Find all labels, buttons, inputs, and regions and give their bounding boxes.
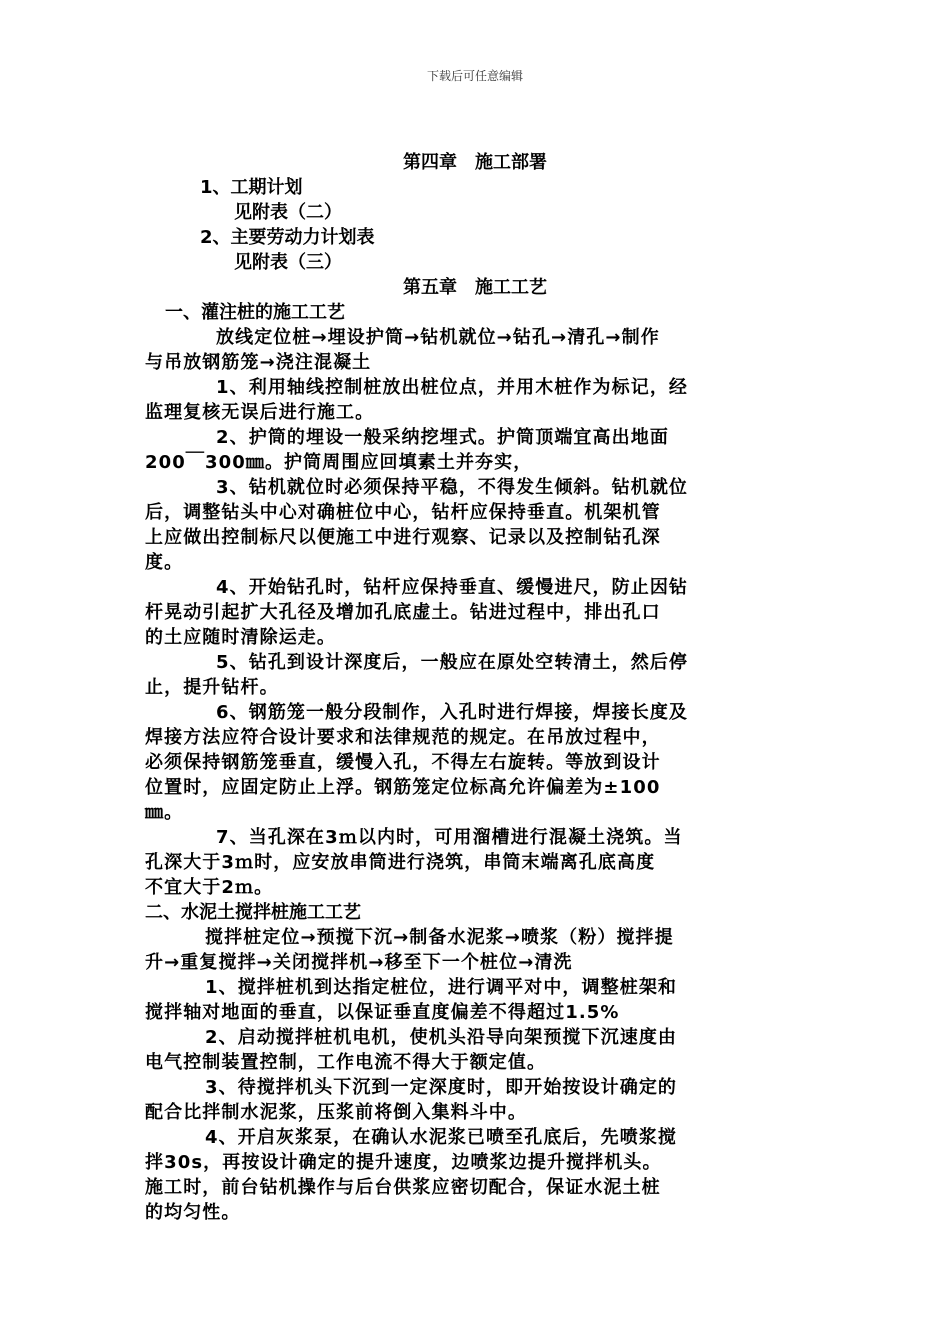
paragraph-line: 杆晃动引起扩大孔径及增加孔底虚土。钻进过程中，排出孔口 bbox=[145, 602, 661, 623]
paragraph-line: 5、钻孔到设计深度后，一般应在原处空转清土，然后停 bbox=[216, 652, 689, 673]
paragraph-line: 度。 bbox=[145, 552, 184, 573]
section-1-title: 1、工期计划 bbox=[200, 177, 303, 198]
paragraph-line: 焊接方法应符合设计要求和法律规范的规定。在吊放过程中， bbox=[145, 727, 661, 748]
paragraph-line: 3、待搅拌机头下沉到一定深度时，即开始按设计确定的 bbox=[205, 1077, 678, 1098]
paragraph-line: 7、当孔深在3ｍ以内时，可用溜槽进行混凝土浇筑。当 bbox=[216, 827, 683, 848]
paragraph-line: 拌30s，再按设计确定的提升速度，边喷浆边提升搅拌机头。 bbox=[145, 1152, 662, 1173]
paragraph-line: 4、开启灰浆泵，在确认水泥浆已喷至孔底后，先喷浆搅 bbox=[205, 1127, 678, 1148]
part-2-title: 二、水泥土搅拌桩施工工艺 bbox=[145, 902, 361, 923]
paragraph-line: 1、搅拌桩机到达指定桩位，进行调平对中，调整桩架和 bbox=[205, 977, 678, 998]
chapter-4-title: 第四章 施工部署 bbox=[403, 152, 547, 173]
section-2-body: 见附表（三） bbox=[234, 252, 342, 273]
paragraph-line: 的土应随时清除运走。 bbox=[145, 627, 336, 648]
paragraph-line: 上应做出控制标尺以便施工中进行观察、记录以及控制钻孔深 bbox=[145, 527, 661, 548]
chapter-5-title: 第五章 施工工艺 bbox=[403, 277, 547, 298]
paragraph-line: 2、护筒的埋设一般采纳挖埋式。护筒顶端宜高出地面 bbox=[216, 427, 669, 448]
page-header: 下载后可任意编辑 bbox=[426, 69, 523, 83]
paragraph-line: 监理复核无误后进行施工。 bbox=[145, 402, 375, 423]
paragraph-line: 6、钢筋笼一般分段制作，入孔时进行焊接，焊接长度及 bbox=[216, 702, 689, 723]
paragraph-line: 位置时，应固定防止上浮。钢筋笼定位标高允许偏差为±100 bbox=[145, 777, 661, 798]
paragraph-line: 孔深大于3ｍ时，应安放串筒进行浇筑，串筒末端离孔底高度 bbox=[145, 852, 656, 873]
paragraph-line: 止，提升钻杆。 bbox=[145, 677, 279, 698]
paragraph-line: 配合比拌制水泥浆，压浆前将倒入集料斗中。 bbox=[145, 1102, 527, 1123]
paragraph-line: 必须保持钢筋笼垂直，缓慢入孔，不得左右旋转。等放到设计 bbox=[145, 752, 661, 773]
paragraph-line: 搅拌轴对地面的垂直，以保证垂直度偏差不得超过1.5% bbox=[145, 1002, 620, 1023]
part-1-title: 一、灌注桩的施工工艺 bbox=[165, 302, 345, 323]
paragraph-line: 200￣300㎜。护筒周围应回填素土并夯实， bbox=[145, 452, 533, 473]
paragraph-line: 电气控制装置控制，工作电流不得大于额定值。 bbox=[145, 1052, 547, 1073]
paragraph-line: 施工时，前台钻机操作与后台供浆应密切配合，保证水泥土桩 bbox=[145, 1177, 661, 1198]
paragraph-line: 后，调整钻头中心对确桩位中心，钻杆应保持垂直。机架机管 bbox=[145, 502, 661, 523]
paragraph-line: 4、开始钻孔时，钻杆应保持垂直、缓慢进尺，防止因钻 bbox=[216, 577, 689, 598]
section-2-title: 2、主要劳动力计划表 bbox=[200, 227, 375, 248]
paragraph-line: 1、利用轴线控制桩放出桩位点，并用木桩作为标记，经 bbox=[216, 377, 689, 398]
paragraph-line: 不宜大于2ｍ。 bbox=[145, 877, 274, 898]
part-2-flow-line: 搅拌桩定位→预搅下沉→制备水泥浆→喷浆（粉）搅拌提 bbox=[205, 927, 674, 948]
part-1-flow-line: 放线定位桩→埋设护筒→钻机就位→钻孔→清孔→制作 bbox=[216, 327, 660, 348]
paragraph-line: 3、钻机就位时必须保持平稳，不得发生倾斜。钻机就位 bbox=[216, 477, 689, 498]
part-2-flow-line: 升→重复搅拌→关闭搅拌机→移至下一个桩位→清洗 bbox=[145, 952, 573, 973]
section-1-body: 见附表（二） bbox=[234, 202, 342, 223]
part-1-flow-line: 与吊放钢筋笼→浇注混凝土 bbox=[145, 352, 372, 373]
paragraph-line: ㎜。 bbox=[145, 802, 184, 823]
paragraph-line: 的均匀性。 bbox=[145, 1202, 241, 1223]
paragraph-line: 2、启动搅拌桩机电机，使机头沿导向架预搅下沉速度由 bbox=[205, 1027, 678, 1048]
